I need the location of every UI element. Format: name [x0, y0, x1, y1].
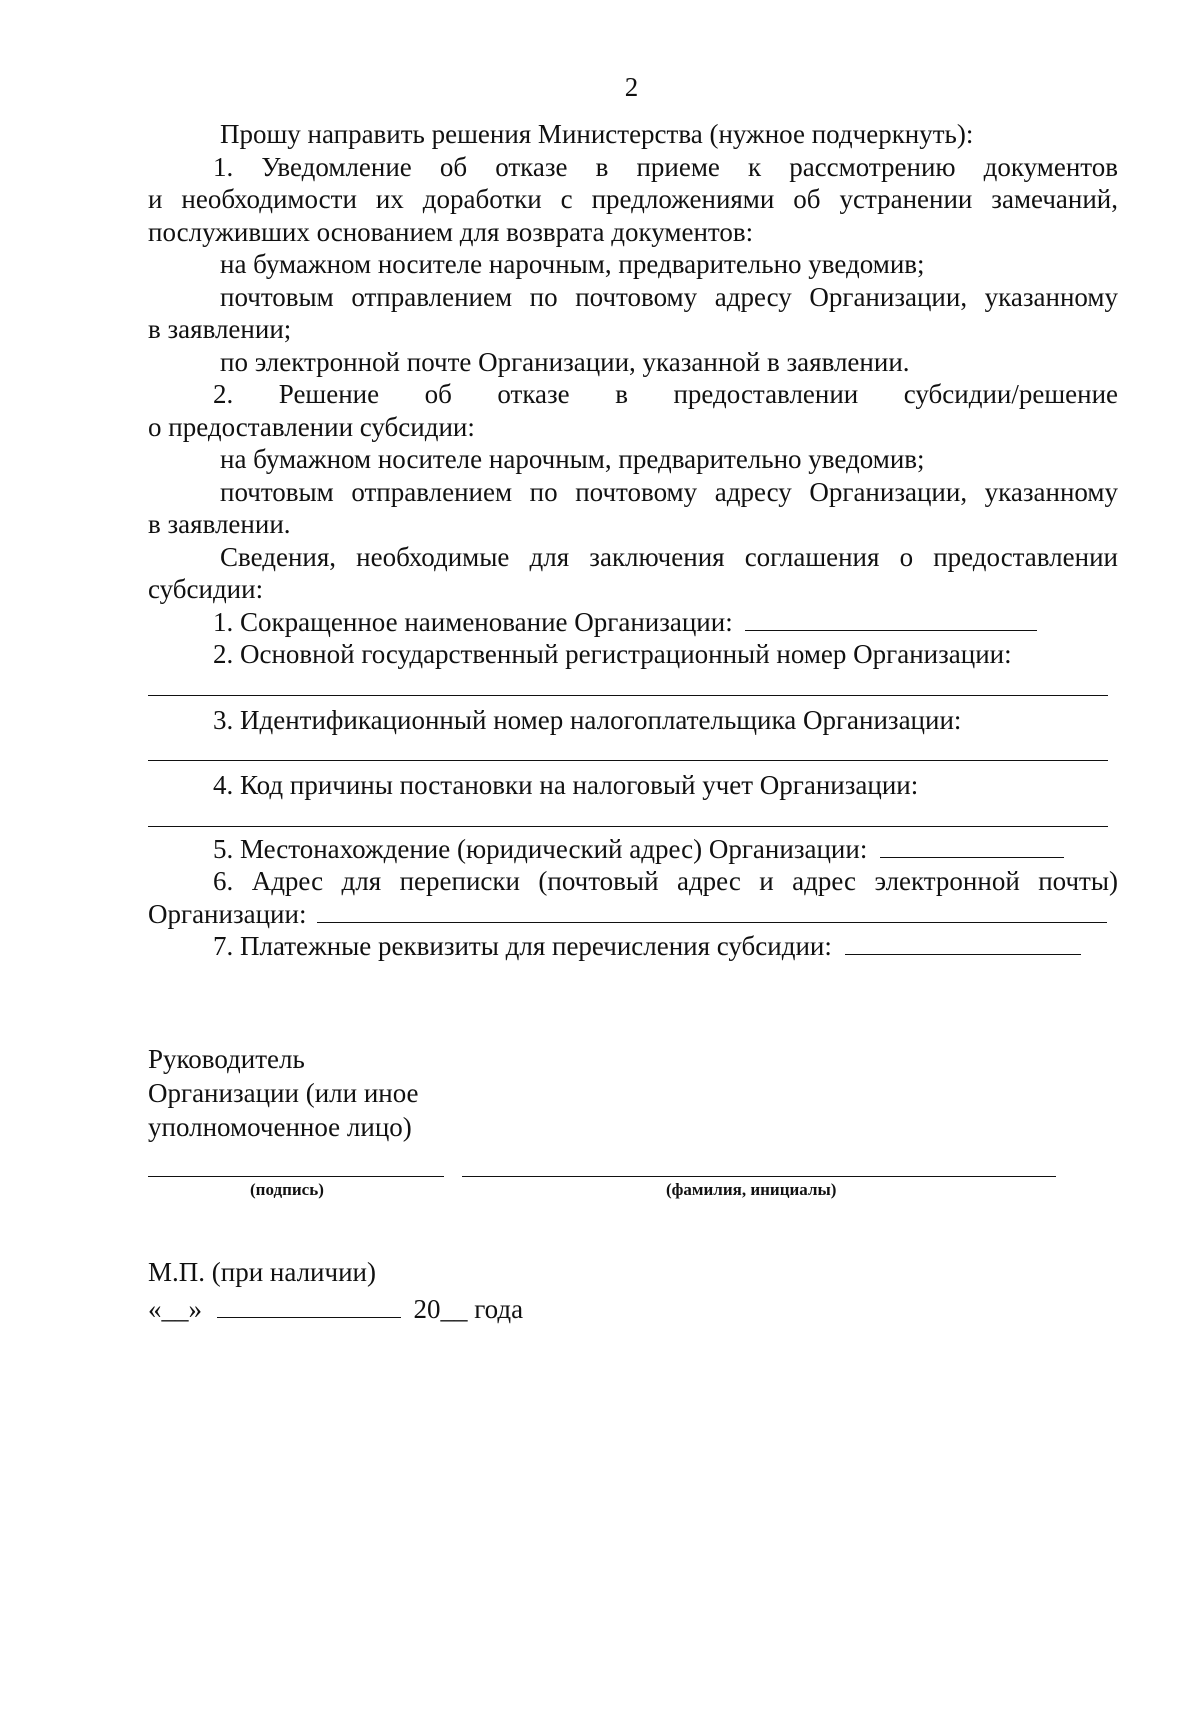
- document-body: [148, 118, 1118, 963]
- blank-payment[interactable]: [845, 932, 1081, 955]
- option-post2-line2: в заявлении.: [148, 509, 291, 539]
- signature-line[interactable]: [148, 1176, 444, 1177]
- stamp-label: М.П. (при наличии): [148, 1257, 376, 1287]
- blank-ogrn[interactable]: [148, 671, 1108, 696]
- signatory-line2: Организации (или иное: [148, 1078, 419, 1108]
- blank-inn[interactable]: [148, 736, 1108, 761]
- field-kpp: [148, 769, 1118, 802]
- field-label: 7. Платежные реквизиты для перечисления субсидии:: [213, 931, 832, 961]
- blank-address[interactable]: [880, 835, 1064, 858]
- field-label: 6. Адрес для переписки (почтовый адрес и адрес электронной почты): [213, 866, 1118, 896]
- field-inn: [148, 704, 1118, 737]
- date-day: «__»: [148, 1294, 202, 1324]
- date-line: [148, 1291, 523, 1328]
- item1-line1: 1. Уведомление об отказе в приеме к рассмотрению документов: [213, 151, 1118, 182]
- option-email: по электронной почте Организации, указанной в заявлении.: [220, 346, 910, 377]
- field-address: [148, 833, 1118, 866]
- caption-signature: (подпись): [250, 1180, 324, 1199]
- option-post-line1: почтовым отправлением по почтовому адресу Организации, указанному: [220, 281, 1118, 312]
- item2-line2: о предоставлении субсидии:: [148, 411, 475, 442]
- item1-line2: и необходимости их доработки с предложениями об устранении замечаний,: [148, 184, 1118, 214]
- field-ogrn: [148, 638, 1118, 671]
- signatory-line3: уполномоченное лицо): [148, 1112, 412, 1142]
- field-payment: [148, 930, 1118, 963]
- stamp-block: [148, 1254, 523, 1328]
- blank-kpp[interactable]: [148, 802, 1108, 827]
- caption-name: (фамилия, инициалы): [666, 1180, 837, 1199]
- name-line[interactable]: [462, 1176, 1056, 1177]
- signatory-line1: Руководитель: [148, 1044, 305, 1074]
- field-label-cont: Организации:: [148, 898, 307, 929]
- option-post2-line1: почтовым отправлением по почтовому адресу Организации, указанному: [220, 476, 1118, 507]
- blank-short-name[interactable]: [745, 608, 1037, 631]
- info-line1: Сведения, необходимые для заключения соглашения о предоставлении: [220, 541, 1118, 572]
- option-post-line2: в заявлении;: [148, 314, 292, 344]
- blank-correspondence[interactable]: [317, 900, 1107, 923]
- field-correspondence-cont: [148, 898, 1118, 931]
- option-paper: на бумажном носителе нарочным, предварительно уведомив;: [220, 249, 925, 279]
- page-number: 2: [624, 72, 639, 102]
- field-short-name: [148, 606, 1118, 639]
- info-line2: субсидии:: [148, 574, 264, 604]
- blank-month[interactable]: [217, 1295, 401, 1318]
- item1-line3: послуживших основанием для возврата документов:: [148, 216, 754, 247]
- field-label: 3. Идентификационный номер налогоплательщика Организации:: [213, 704, 962, 735]
- field-label: 4. Код причины постановки на налоговый учет Организации:: [213, 770, 919, 800]
- signature-block: [148, 1042, 548, 1144]
- option-paper-2: на бумажном носителе нарочным, предварительно уведомив;: [220, 444, 925, 474]
- field-correspondence: [148, 865, 1118, 898]
- field-label: 1. Сокращенное наименование Организации:: [213, 606, 733, 637]
- field-label: 2. Основной государственный регистрационный номер Организации:: [213, 639, 1012, 669]
- request-intro: Прошу направить решения Министерства (нужное подчеркнуть):: [220, 119, 974, 149]
- field-label: 5. Местонахождение (юридический адрес) Организации:: [213, 833, 868, 864]
- date-year: 20__ года: [413, 1294, 524, 1324]
- item2-line1: 2. Решение об отказе в предоставлении субсидии/решение: [213, 379, 1118, 409]
